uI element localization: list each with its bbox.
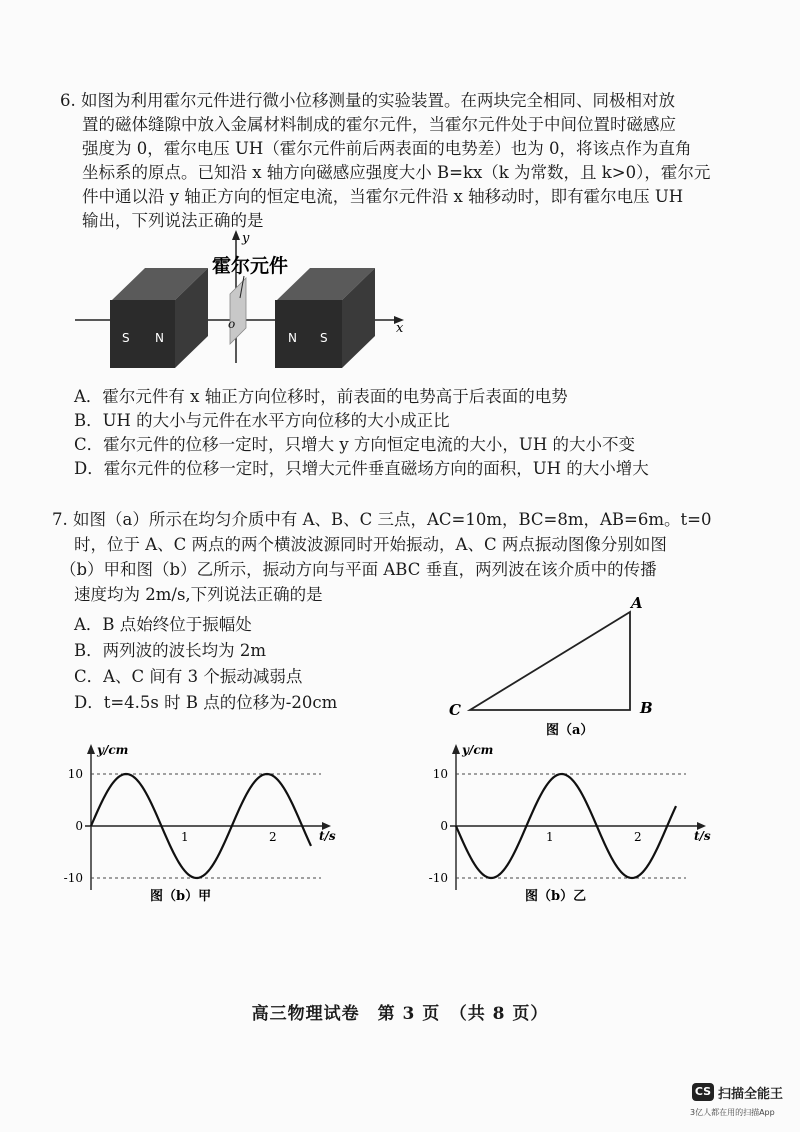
- page-footer: 高三物理试卷 第 3 页 （共 8 页）: [251, 1004, 549, 1024]
- q6-option-d: D．霍尔元件的位移一定时，只增大元件垂直磁场方向的面积，UH 的大小增大: [74, 459, 649, 478]
- y-tick-label: 10: [67, 767, 83, 781]
- y-tick-label: 0: [75, 819, 83, 833]
- x-tick-label: 2: [634, 830, 642, 844]
- figure-a-caption: 图（a）: [546, 723, 594, 738]
- hall-element-label: 霍尔元件: [212, 255, 289, 277]
- x-tick-label: 2: [269, 830, 277, 844]
- y-axis-arrow: [452, 744, 460, 754]
- triangle-abc: [470, 612, 630, 710]
- q7-option-b: B．两列波的波长均为 2m: [74, 641, 267, 660]
- q7-option-c: C．A、C 间有 3 个振动减弱点: [74, 667, 303, 686]
- q7-line-1: 7. 如图（a）所示在均匀介质中有 A、B、C 三点，AC=10m，BC=8m，AB=6m。t=0: [52, 510, 712, 529]
- hall-plate: [230, 278, 246, 344]
- left-magnet-pole-n: N: [155, 331, 164, 345]
- right-magnet-pole-n: N: [288, 331, 297, 345]
- q6-option-a: A．霍尔元件有 x 轴正方向位移时，前表面的电势高于后表面的电势: [74, 387, 568, 406]
- q6-line-5: 件中通以沿 y 轴正方向的恒定电流，当霍尔元件沿 x 轴移动时，即有霍尔电压 UH: [82, 187, 684, 206]
- q7-line-3: （b）甲和图（b）乙所示，振动方向与平面 ABC 垂直，两列波在该介质中的传播: [60, 560, 657, 579]
- q7-option-a: A．B 点始终位于振幅处: [74, 615, 252, 634]
- q6-option-b: B．UH 的大小与元件在水平方向位移的大小成正比: [74, 411, 450, 430]
- chart-jia: [55, 738, 345, 908]
- q6-option-c: C．霍尔元件的位移一定时，只增大 y 方向恒定电流的大小，UH 的大小不变: [74, 435, 635, 454]
- y-tick-label: 10: [432, 767, 448, 781]
- q7-line-4: 速度均为 2m/s,下列说法正确的是: [74, 585, 323, 604]
- chart-caption: 图（b）甲: [150, 889, 212, 904]
- vertex-b-label: B: [640, 699, 653, 717]
- hall-figure: [70, 228, 410, 378]
- q6-line-4: 坐标系的原点。已知沿 x 轴方向磁感应强度大小 B=kx（k 为常数，且 k>0），霍尔元: [82, 163, 711, 182]
- q7-option-d: D．t=4.5s 时 B 点的位移为-20cm: [74, 693, 338, 712]
- x-tick-label: 1: [546, 830, 554, 844]
- right-magnet: [275, 268, 375, 368]
- chart-yi: [420, 738, 720, 908]
- vertex-c-label: C: [449, 701, 461, 719]
- x-axis-label: t/s: [319, 829, 336, 843]
- scanner-app-name: 扫描全能王: [718, 1087, 784, 1102]
- vertex-a-label: A: [631, 594, 643, 612]
- y-tick-label: -10: [428, 871, 448, 885]
- q6-line-3: 强度为 0，霍尔电压 UH（霍尔元件前后两表面的电势差）也为 0，将该点作为直角: [82, 139, 692, 158]
- origin-label: o: [228, 317, 236, 331]
- y-tick-label: -10: [63, 871, 83, 885]
- right-magnet-pole-s: S: [320, 331, 328, 345]
- left-magnet: [110, 268, 208, 368]
- q7-line-2: 时，位于 A、C 两点的两个横波波源同时开始振动，A、C 两点振动图像分别如图: [74, 535, 667, 554]
- y-axis-arrow: [232, 230, 240, 240]
- y-axis-label: y/cm: [462, 743, 494, 757]
- x-tick-label: 1: [181, 830, 189, 844]
- left-magnet-pole-s: S: [122, 331, 130, 345]
- scanner-logo-badge: CS: [692, 1083, 714, 1101]
- q6-line-1: 6. 如图为利用霍尔元件进行微小位移测量的实验装置。在两块完全相同、同极相对放: [60, 91, 675, 110]
- triangle-figure: [440, 592, 680, 742]
- scanner-tagline: 3亿人都在用的扫描App: [690, 1108, 775, 1117]
- chart-caption: 图（b）乙: [525, 889, 587, 904]
- y-axis-arrow: [87, 744, 95, 754]
- q6-line-2: 置的磁体缝隙中放入金属材料制成的霍尔元件，当霍尔元件处于中间位置时磁感应: [82, 115, 676, 134]
- y-axis-label: y: [242, 231, 250, 246]
- x-axis-label: x: [396, 321, 404, 336]
- y-tick-label: 0: [440, 819, 448, 833]
- x-axis-label: t/s: [694, 829, 711, 843]
- y-axis-label: y/cm: [97, 743, 129, 757]
- q6-line-6: 输出，下列说法正确的是: [82, 211, 264, 230]
